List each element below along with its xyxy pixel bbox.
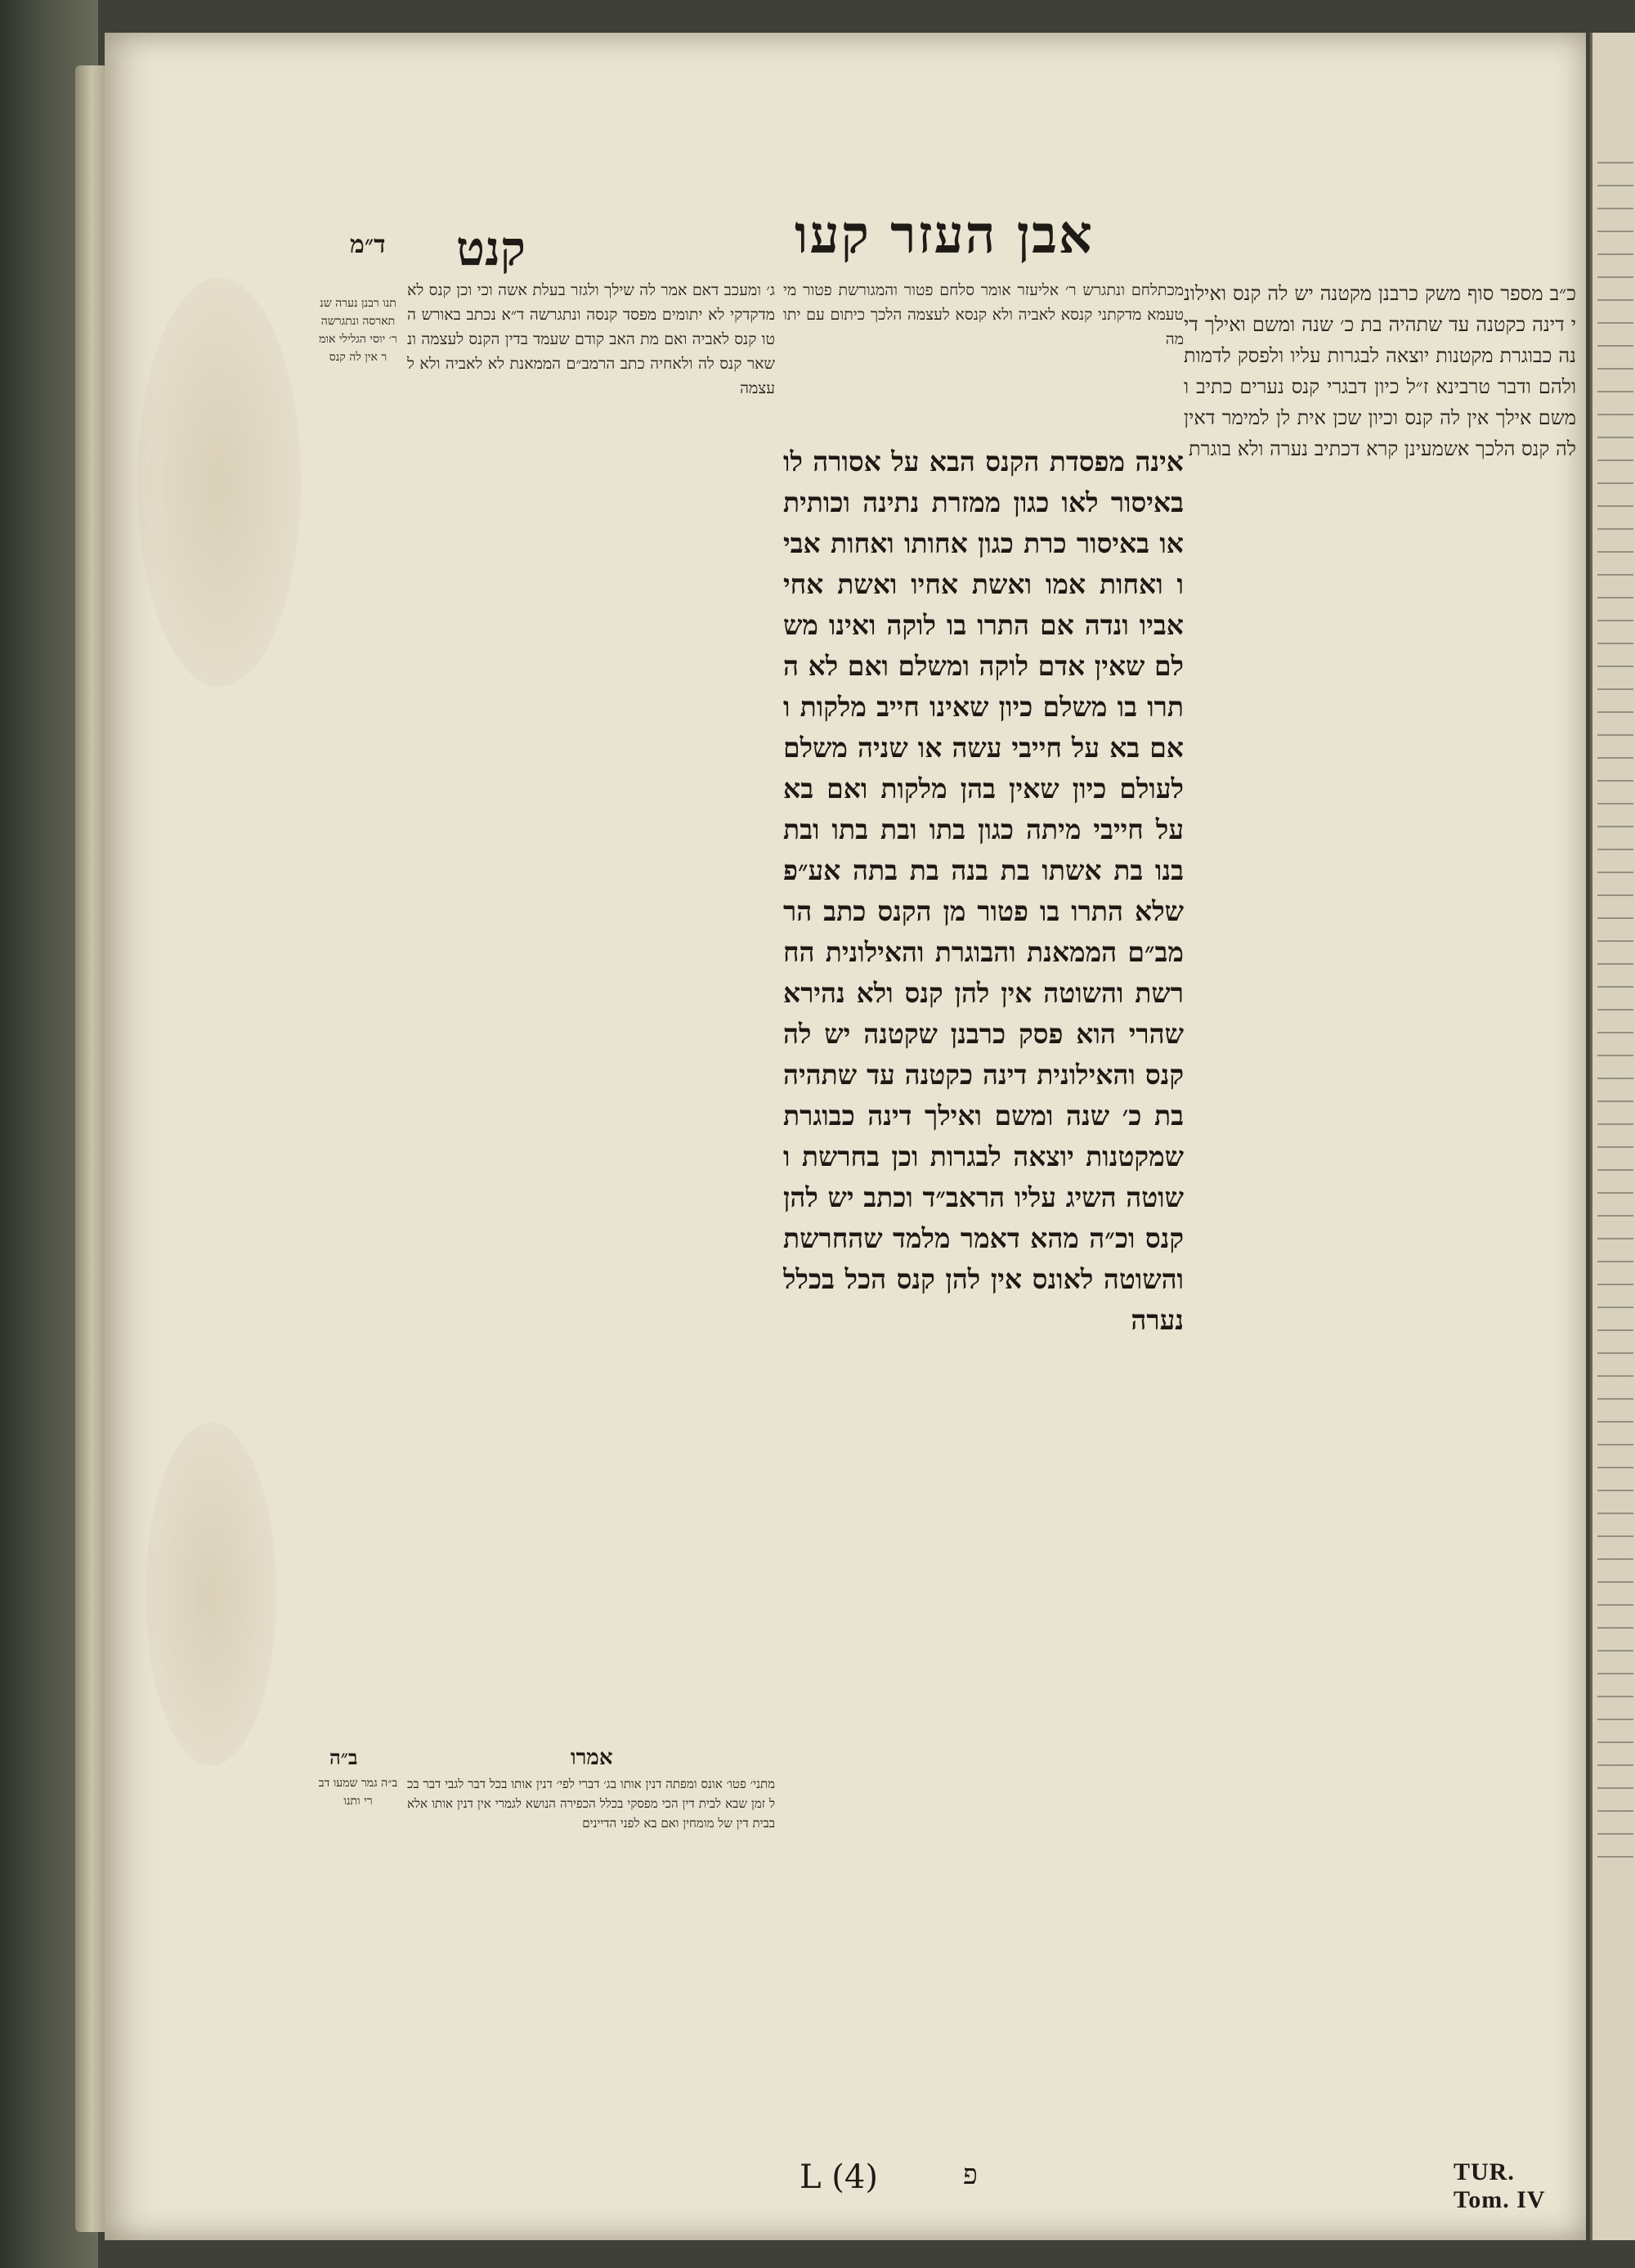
center-top-commentary: [783, 278, 1184, 433]
left-commentary-column: [407, 278, 775, 1717]
center-top-text: מכתלחם ונתגרש ר׳ אליעזר אומר סלחם פטור והמגורשת פטור מי טעמא מדקתני קנסא לאביה ולא קנסא לעצמה הלכך כיתום עם יתומה: [783, 281, 1184, 348]
page-number: קנט: [456, 221, 526, 276]
book-page: [105, 33, 1586, 2240]
main-text: אינה מפסדת הקנס הבא על אסורה לו באיסור לאו כגון ממזרת נתינה וכותית או באיסור כרת כגון אחותו ואחות אביו ואחות אמו ואשת אחיו ואשת אחי אביו ונדה אם התרו בו לוקה ואינו משלם שאין אדם לוקה ומשלם ואם לא התרו בו משלם כיון שאינו חייב מלקות ואם בא על חייבי עשה או שניה משלם לעולם כיון שאין בהן מלקות ואם בא על חייבי מיתה כגון בתו ובת בתו ובת בנו בת אשתו בת בנה בת בתה אע״פ שלא התרו בו פטור מן הקנס כתב הרמב״ם הממאנת והבוגרת והאילונית החרשת והשוטה אין להן קנס ולא נהירא שהרי הוא פסק כרבנן שקטנה יש לה קנס והאילונית דינה כקטנה עד שתהיה בת כ׳ שנה ומשם ואילך דינה כבוגרת שמקטנות יוצאה לבגרות וכן בחרשת ושוטה השיג עליו הראב״ד וכתב יש להן קנס וכ״ה מהא דאמר מלמד שהחרשת והשוטה לאונס אין להן קנס הכל בכלל נערה: [783, 446, 1184, 1336]
page-header: [211, 180, 1552, 276]
signature-mark: L (4): [800, 2158, 878, 2196]
margin-notes: [317, 294, 399, 867]
siman-label: ד״מ: [350, 231, 386, 259]
book-spine: [75, 65, 108, 2232]
facing-page-edge: [1590, 33, 1635, 2240]
right-commentary-text: כ״ב מספר סוף משק כרבנן מקטנה יש לה קנס ואילוני דינה כקטנה עד שתהיה בת כ׳ שנה ומשם ואילך דינה כבוגרת מקטנות יוצאה לבגרות עליו ולפסק לדמות ולהם ודבר טרבינא ז״ל כיון דבגרי קנס נערים כתיב ומשם אילך אין לה קנס וכיון שכן אית לן למימר דאין לה קנס הלכך אשמעינן קרא דכתיב נערה ולא בוגרת: [1184, 282, 1576, 460]
running-title: אבן העזר קעו: [795, 204, 1094, 266]
page-content: [211, 82, 1576, 2213]
bottom-margin-notes: [317, 1774, 399, 2118]
main-text-column: [783, 441, 1184, 2093]
signature-hebrew: פ: [963, 2158, 978, 2191]
margin-notes-text: תנו רבנן נערה שנתארסה ונתגרשה ר׳ יוסי הגלילי אומר אין לה קנס: [319, 297, 397, 364]
section-heading: אמרו: [571, 1746, 613, 1770]
catch-word: TUR. Tom. IV: [1454, 2158, 1546, 2213]
left-commentary-text: ג׳ ומעכב דאם אמר לה שילך ולגזר בעלת אשה וכי וכן קנס לא מדקדקי לא יתומים מפסד קנסה ונתגרשה ד״א נכתב באורש הטו קנס לאביה ואם מת האב קודם שעמד בדין הקנס לעצמה ונשאר קנס לה ולאחיה כתב הרמב״ם הממאנת לא לאביה ולא לעצמה: [407, 281, 775, 397]
bet-heh-label: ב״ה: [329, 1746, 358, 1769]
right-commentary-column: [1184, 278, 1576, 2109]
bottom-margin-text: ב״ה גמר שמעו דברי ותנו: [318, 1777, 398, 1808]
bottom-commentary: [407, 1774, 775, 2118]
bottom-commentary-text: מתני׳ פטו׳ אונס ומפתה דנין אותו בג׳ דברי לפי׳ דנין אותו בכל דבר לגבי דבר בכל זמן שבא לבית דין הכי מפסקי בכלל הכפירה הנושא לגמרי אין דנין אותו אלא בבית דין של מומחין ואם בא לפני הדיינים: [407, 1777, 775, 1831]
